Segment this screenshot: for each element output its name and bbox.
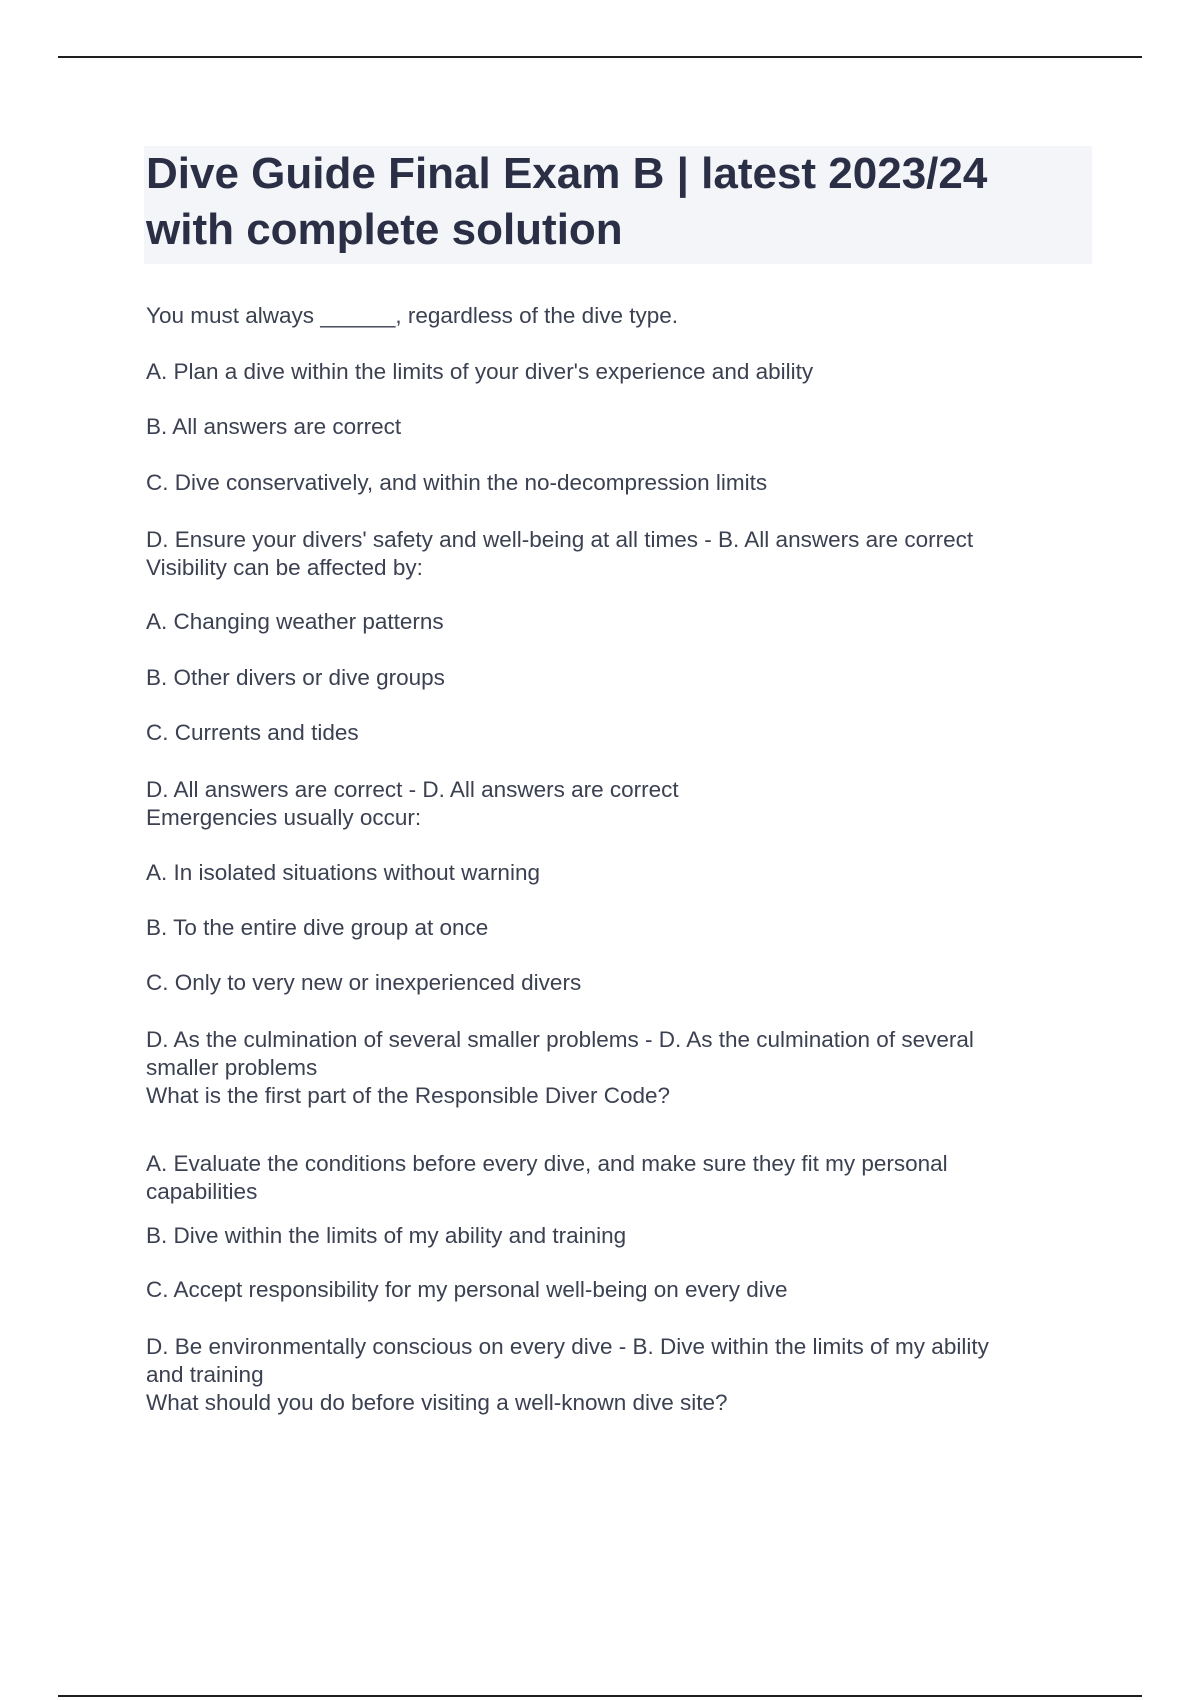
paragraph xyxy=(146,969,581,997)
paragraph xyxy=(146,358,813,386)
text-line: B. Dive within the limits of my ability and training xyxy=(146,1223,627,1248)
paragraph xyxy=(146,302,678,330)
text-line: D. Be environmentally conscious on every dive - B. Dive within the limits of my ability xyxy=(146,1334,989,1359)
paragraph xyxy=(146,1026,974,1110)
text-line: C. Dive conservatively, and within the no-decompression limits xyxy=(146,470,768,495)
text-line: D. As the culmination of several smaller problems - D. As the culmination of several xyxy=(146,1027,974,1052)
paragraph xyxy=(146,719,359,747)
paragraph xyxy=(146,526,973,582)
text-line: Emergencies usually occur: xyxy=(146,805,422,830)
paragraph xyxy=(146,413,401,441)
document-title xyxy=(144,146,1092,264)
text-line: You must always ______, regardless of the dive type. xyxy=(146,303,678,328)
text-line: B. Other divers or dive groups xyxy=(146,665,445,690)
paragraph xyxy=(146,1333,989,1417)
paragraph xyxy=(146,776,679,832)
paragraph xyxy=(146,608,444,636)
text-line: A. Changing weather patterns xyxy=(146,609,444,634)
paragraph xyxy=(146,1276,788,1304)
paragraph xyxy=(146,859,540,887)
paragraph xyxy=(146,469,767,497)
text-line: A. Plan a dive within the limits of your diver's experience and ability xyxy=(146,359,814,384)
text-line: What is the first part of the Responsible Diver Code? xyxy=(146,1083,670,1108)
text-line: C. Accept responsibility for my personal well-being on every dive xyxy=(146,1277,788,1302)
text-line: C. Only to very new or inexperienced divers xyxy=(146,970,582,995)
bottom-rule xyxy=(58,1695,1142,1697)
text-line: capabilities xyxy=(146,1179,258,1204)
text-line: B. To the entire dive group at once xyxy=(146,915,489,940)
title-line-1: Dive Guide Final Exam B | latest 2023/24 xyxy=(146,149,988,198)
text-line: A. In isolated situations without warning xyxy=(146,860,540,885)
text-line: smaller problems xyxy=(146,1055,318,1080)
paragraph xyxy=(146,664,445,692)
paragraph xyxy=(146,1150,948,1206)
paragraph xyxy=(146,1222,626,1250)
text-line: D. All answers are correct - D. All answers are correct xyxy=(146,777,679,802)
top-rule xyxy=(58,56,1142,58)
text-line: and training xyxy=(146,1362,264,1387)
text-line: Visibility can be affected by: xyxy=(146,555,423,580)
text-line: C. Currents and tides xyxy=(146,720,359,745)
text-line: B. All answers are correct xyxy=(146,414,402,439)
text-line: What should you do before visiting a well-known dive site? xyxy=(146,1390,728,1415)
paragraph xyxy=(146,914,488,942)
title-line-2: with complete solution xyxy=(146,205,623,254)
text-line: D. Ensure your divers' safety and well-being at all times - B. All answers are correct xyxy=(146,527,974,552)
text-line: A. Evaluate the conditions before every dive, and make sure they fit my personal xyxy=(146,1151,948,1176)
